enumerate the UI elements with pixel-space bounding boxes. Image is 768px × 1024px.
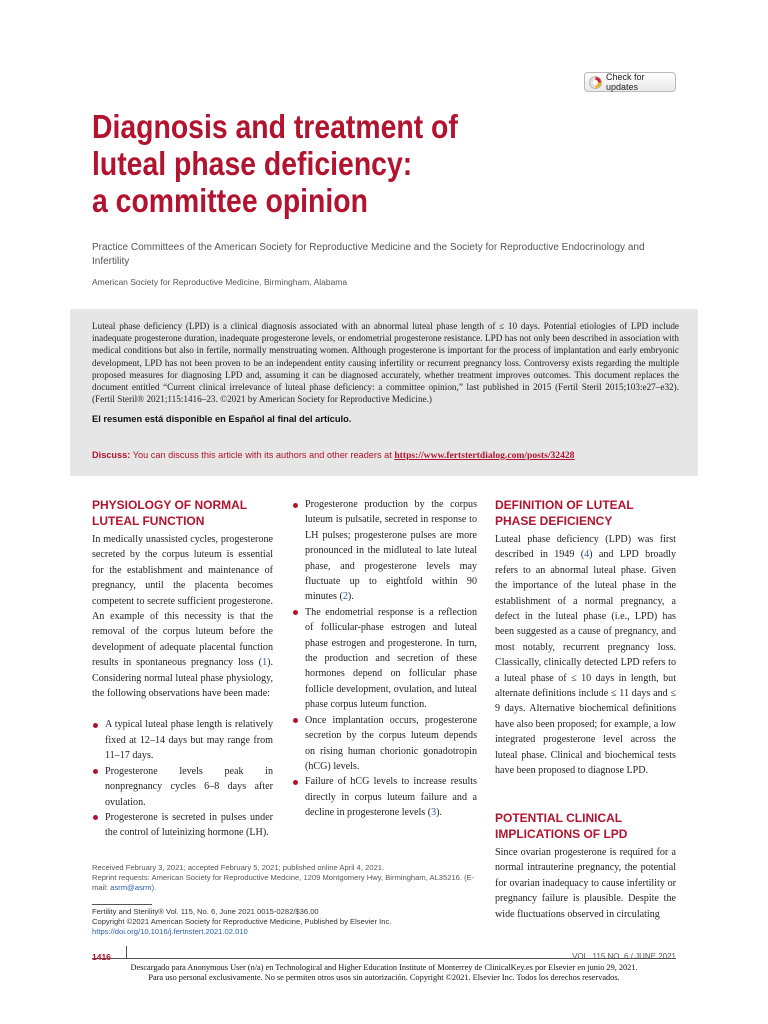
list-item-text: Progesterone is secreted in pulses under the control of luteinizing hormone (LH). [105, 811, 273, 839]
paragraph-text: In medically unassisted cycles, progesterone secreted by the corpus luteum is essential for the establishment and maintenance of pregnancy, until the placenta becomes competent to secrete sufficient progesterone. An example of this necessity is that the removal of the corpus luteum before the development of adequate placental function results in spontaneous pregnancy loss ( [92, 534, 273, 669]
title-line: Diagnosis and treatment of [92, 108, 458, 145]
doi-link[interactable]: https://doi.org/10.1016/j.fertnstert.2021.02.010 [92, 927, 248, 937]
paragraph [495, 532, 676, 779]
issue-info: VOL. 115 NO. 6 / JUNE 2021 [572, 952, 676, 961]
list-item [92, 764, 273, 810]
title-line: luteal phase deficiency: [92, 145, 413, 182]
affiliation: American Society for Reproductive Medicine, Birmingham, Alabama [92, 277, 348, 287]
list-item [292, 605, 477, 713]
discuss-label: Discuss: [92, 450, 131, 460]
list-item [92, 810, 273, 841]
column-2 [292, 497, 477, 821]
download-notice-line: Descargado para Anonymous User (n/a) en Technological and Higher Education Institute of Monterrey de ClinicalKey.es por Elsevier en junio 29, 2021. [130, 963, 638, 972]
authors: Practice Committees of the American Society for Reproductive Medicine and the Society for Reproductive Endocrinology and Infertility [92, 242, 645, 267]
footnote-divider [92, 904, 152, 905]
reference-link[interactable]: 3 [431, 807, 437, 819]
download-notice-line: Para uso personal exclusivamente. No se permiten otros usos sin autorización. Copyright ©2021. Elsevier Inc. Todos los derechos reservados. [148, 973, 620, 982]
observation-list [92, 717, 273, 840]
article-title [92, 108, 574, 219]
list-item [92, 717, 273, 763]
paragraph-text: Luteal phase deficiency (LPD) was first described in 1949 ( [495, 534, 676, 561]
reference-link[interactable]: 4 [584, 549, 590, 561]
bullet-icon [293, 503, 298, 508]
reprint-text: Reprint requests: American Society for Reproductive Medcine, 1209 Montgomery Hwy, Birmingham, AL35216. (E-mail: [92, 873, 475, 893]
reference-link[interactable]: 2 [342, 591, 348, 603]
list-item [292, 774, 477, 820]
page-number: 1416 [92, 952, 111, 962]
journal-citation: Fertility and Sterility® Vol. 115, No. 6, June 2021 0015-0282/$36.00 [92, 907, 319, 916]
list-item-text: A typical luteal phase length is relatively fixed at 12–14 days but may range from 11–17 days. [105, 719, 273, 762]
journal-info [92, 907, 482, 938]
abstract-text: Luteal phase deficiency (LPD) is a clinical diagnosis associated with an abnormal luteal phase length of ≤ 10 days. Potential etiologies of LPD include inadequate progesterone duration, inadequate progesterone levels, or endometrial progesterone resistance. LPD has not only been described in association with medical conditions but also in fertile, normally menstruating women. Although progesterone is important for the process of implantation and early embryonic development, LPD has not been proven to be an independent entity causing infertility or recurrent pregnancy loss. Controversy exists regarding the multiple proposed measures for diagnosing LPD and, assuming it can be diagnosed accurately, whether treatment improves outcomes. This document replaces the document entitled “Current clinical irrelevance of luteal phase deficiency: a committee opinion,” last published in 2015 (Fertil Steril 2015;103:e27–e32). (Fertil Steril® 2021;115:1416–23. ©2021 by American Society for Reproductive Medicine.) [92, 321, 679, 405]
list-item-text: ). [347, 591, 354, 603]
check-for-updates-label: Check for updates [606, 72, 645, 92]
column-3-implications [495, 845, 676, 935]
list-item-text: Progesterone production by the corpus luteum is pulsatile, secreted in response to LH pulses; progesterone pulses are more pronounced in the midluteal to late luteal phase, and progesterone levels may fluctuate up to eightfold within 90 minutes ( [305, 499, 477, 603]
check-for-updates-button[interactable] [584, 72, 676, 92]
list-item-text: The endometrial response is a reflection of follicular-phase estrogen and luteal phase estrogen and progesterone. In turn, the production and secretion of these hormones depend on follicular phase follicle development, ovulation, and luteal phase corpus luteum function. [305, 606, 477, 711]
observation-list-continued [292, 497, 477, 821]
title-line: a committee opinion [92, 182, 368, 219]
reference-link[interactable]: 1 [262, 657, 268, 669]
paragraph: Since ovarian progesterone is required for a normal intrauterine pregnancy, the potential for ovarian inadequacy to cause infertility or pregnancy failure is plausible. Despite the wide fluctuations observed in circulating [495, 847, 676, 920]
bullet-icon [293, 610, 298, 615]
bullet-icon [93, 723, 98, 728]
discussion-link[interactable]: https://www.fertstertdialog.com/posts/32428 [394, 450, 575, 461]
reprint-text: ). [151, 883, 157, 893]
discuss-line [92, 450, 692, 461]
received-dates: Received February 3, 2021; accepted February 5, 2021; published online April 4, 2021. [92, 863, 385, 872]
bullet-icon [93, 815, 98, 820]
email-link[interactable]: asrm@asrm [110, 883, 152, 893]
list-item-text: Once implantation occurs, progesterone secretion by the corpus luteum depends on rising human chorionic gonadotropin (hCG) levels. [305, 714, 477, 772]
section-heading-definition: DEFINITION OF LUTEAL PHASE DEFICIENCY [495, 498, 634, 528]
paragraph [92, 532, 273, 701]
bullet-icon [93, 769, 98, 774]
article-history-footnote [92, 863, 482, 894]
copyright: Copyright ©2021 American Society for Reproductive Medicine, Published by Elsevier Inc. [92, 917, 392, 927]
discuss-text: You can discuss this article with its authors and other readers at [130, 450, 395, 460]
paragraph-text: ). Considering normal luteal phase physiology, the following observations have been made: [92, 657, 273, 700]
column-1 [92, 532, 273, 841]
bullet-icon [293, 718, 298, 723]
crossmark-icon [589, 76, 602, 89]
section-heading-implications: POTENTIAL CLINICAL IMPLICATIONS OF LPD [495, 811, 628, 841]
bullet-icon [293, 780, 298, 785]
reprint-requests [92, 873, 482, 893]
download-notice [100, 963, 668, 983]
column-3-definition [495, 532, 676, 779]
spanish-abstract-note: El resumen está disponible en Español al final del artículo. [92, 414, 352, 424]
paragraph-text: ) and LPD broadly refers to an abnormal luteal phase. Given the importance of the luteal phase in the establishment of a normal pregnancy, a defect in the luteal phase (i.e., LPD) has been suggested as a cause of pregnancy, and most notably, recurrent pregnancy loss. Classically, clinically detected LPD refers to a luteal phase of ≤ 10 days in length, but alternate definitions include ≤ 11 days and ≤ 9 days. Alternative biochemical definitions have also been proposed; for example, a low integrated progesterone level across the luteal phase. Clinical and biochemical tests have been proposed to diagnose LPD. [495, 549, 676, 777]
list-item [292, 713, 477, 775]
list-item-text: ). [436, 807, 443, 819]
list-item [292, 497, 477, 605]
list-item-text: Progesterone levels peak in nonpregnancy cycles 6–8 days after ovulation. [105, 765, 273, 808]
page-number-divider [126, 946, 127, 958]
section-heading-physiology: PHYSIOLOGY OF NORMAL LUTEAL FUNCTION [92, 498, 247, 528]
list-item-text: Failure of hCG levels to increase results directly in corpus luteum failure and a decline in progesterone levels ( [305, 776, 477, 819]
